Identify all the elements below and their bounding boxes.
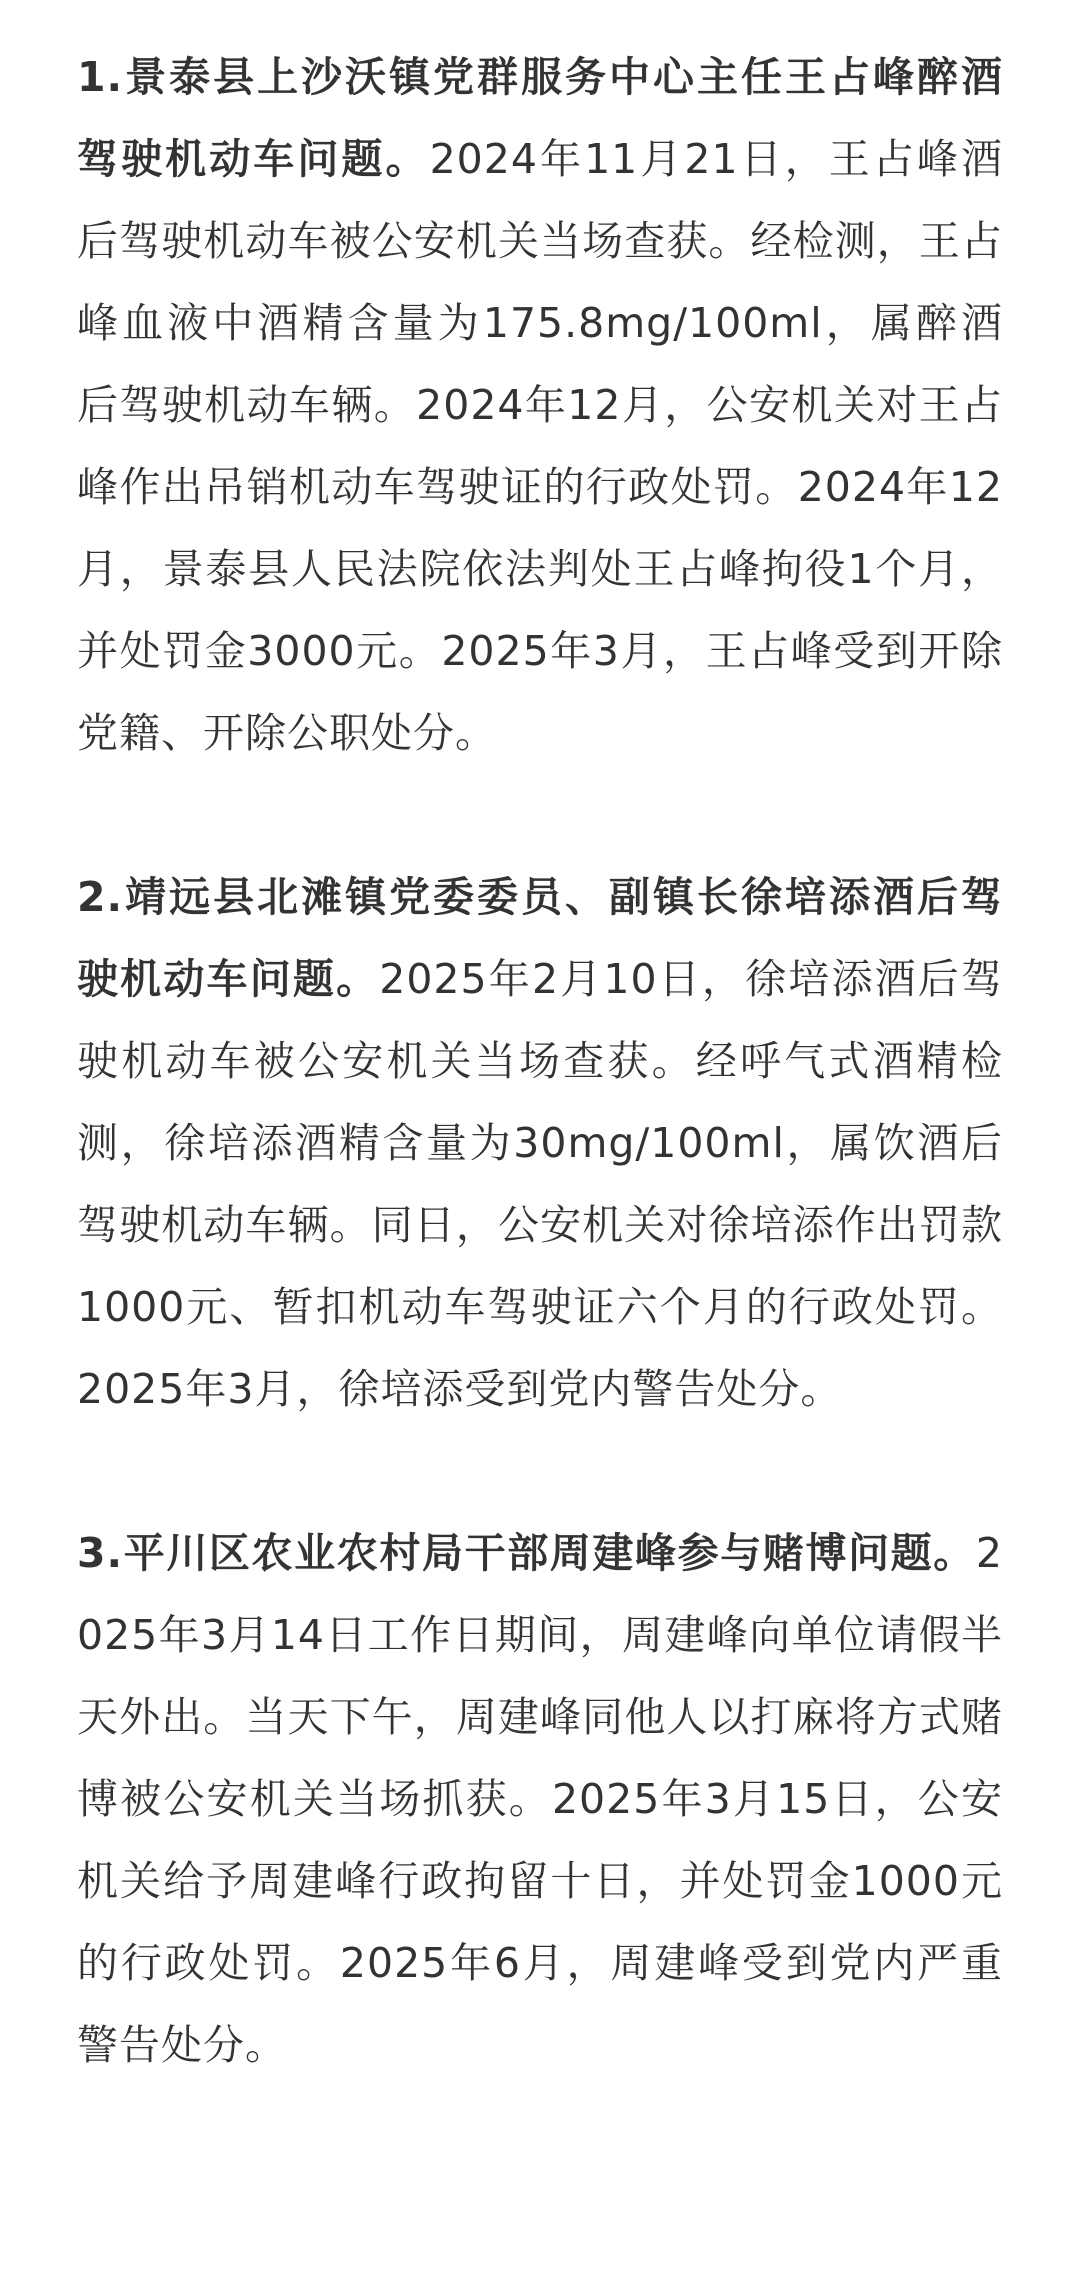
case-title-3: 3.平川区农业农村局干部周建峰参与赌博问题。: [77, 1529, 976, 1577]
case-paragraph-2: [77, 856, 1003, 1430]
case-title-1: 1.景泰县上沙沃镇党群服务中心主任王占峰醉酒驾驶机动车问题。: [77, 53, 1003, 183]
case-title-2: 2.靖远县北滩镇党委委员、副镇长徐培添酒后驾驶机动车问题。: [77, 873, 1003, 1003]
case-paragraph-1: [77, 36, 1003, 774]
case-paragraph-3: [77, 1512, 1003, 2086]
case-body-3: 2025年3月14日工作日期间，周建峰向单位请假半天外出。当天下午，周建峰同他人以打麻将方式赌博被公安机关当场抓获。2025年3月15日，公安机关给予周建峰行政拘留十日，并处罚金1000元的行政处罚。2025年6月，周建峰受到党内严重警告处分。: [77, 1529, 1003, 2069]
case-body-2: 2025年2月10日，徐培添酒后驾驶机动车被公安机关当场查获。经呼气式酒精检测，徐培添酒精含量为30mg/100ml，属饮酒后驾驶机动车辆。同日，公安机关对徐培添作出罚款1000元、暂扣机动车驾驶证六个月的行政处罚。2025年3月，徐培添受到党内警告处分。: [77, 955, 1003, 1413]
case-body-1: 2024年11月21日，王占峰酒后驾驶机动车被公安机关当场查获。经检测，王占峰血液中酒精含量为175.8mg/100ml，属醉酒后驾驶机动车辆。2024年12月，公安机关对王占峰作出吊销机动车驾驶证的行政处罚。2024年12月，景泰县人民法院依法判处王占峰拘役1个月，并处罚金3000元。2025年3月，王占峰受到开除党籍、开除公职处分。: [77, 135, 1004, 757]
article-body: [77, 36, 1003, 2086]
